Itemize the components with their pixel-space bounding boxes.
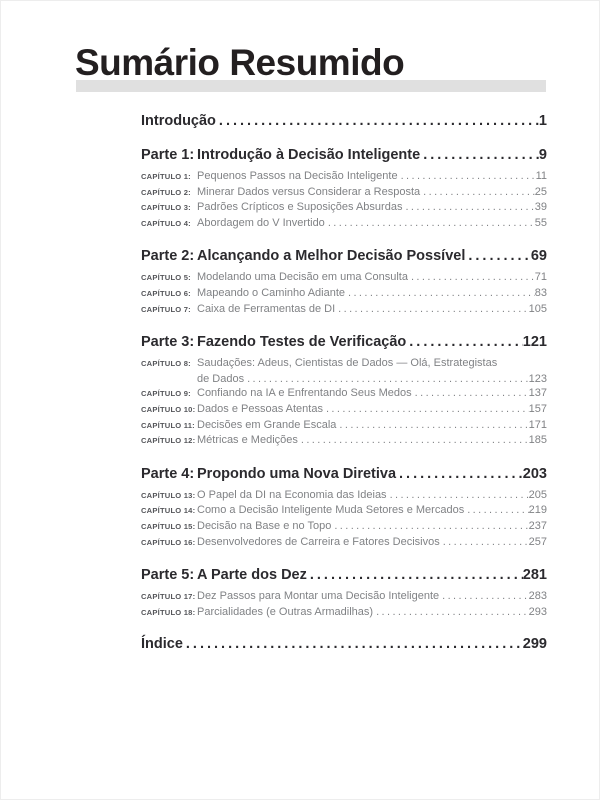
chapter-title: Caixa de Ferramentas de DI [197,302,336,315]
chapter-title: Dados e Pessoas Atentas [197,402,323,415]
toc-part-3 [141,334,547,449]
toc-entry-chapter-5 [141,270,547,286]
part-title: Alcançando a Melhor Decisão Possível [197,248,466,265]
page-number: 237 [528,519,547,532]
chapter-label: CAPÍTULO 5: [141,273,191,283]
toc-part-2 [141,248,547,317]
dot-leader [406,334,523,351]
page-number: 9 [538,147,547,163]
page-number: 11 [535,170,547,182]
chapter-label: CAPÍTULO 12: [141,436,196,446]
toc-part-1 [141,147,547,231]
dot-leader [465,248,531,265]
toc-entry-chapter-18 [141,605,547,621]
toc-entry-chapter-9 [141,386,547,402]
page-number: 281 [522,567,547,584]
chapter-label: CAPÍTULO 11: [141,420,195,430]
part-label: Parte 5: [141,567,195,584]
chapter-label: CAPÍTULO 8: [141,359,191,369]
dot-leader [323,402,529,417]
page-number: 171 [528,418,547,431]
toc-entry-chapter-12 [141,433,547,449]
page-number: 219 [528,504,547,517]
toc-part-heading-5 [141,567,547,584]
part-label: Parte 1: [141,147,195,163]
chapter-label: CAPÍTULO 17: [141,592,196,602]
toc-entry-chapter-13 [141,488,547,504]
part-label: Parte 4: [141,465,195,482]
dot-leader [336,418,528,433]
page-number: 137 [528,387,547,400]
dot-leader [420,147,539,164]
chapter-label: CAPÍTULO 2: [141,187,191,197]
chapter-title: Pequenos Passos na Decisão Inteligente [197,170,398,182]
dot-leader [307,567,523,584]
chapter-title: Saudações: Adeus, Cientistas de Dados — Olá, Estrategistas [197,357,498,370]
page-number: 123 [528,372,547,385]
dot-leader [298,433,529,448]
chapter-title: Minerar Dados versus Considerar a Resposta [197,185,421,198]
chapter-label: CAPÍTULO 1: [141,172,191,181]
chapter-label: CAPÍTULO 10: [141,404,196,414]
dot-leader [408,270,535,285]
dot-leader [464,503,528,518]
chapter-title: Decisões em Grande Escala [197,418,337,431]
table-of-contents [141,113,547,653]
dot-leader [325,216,535,231]
part-title: A Parte dos Dez [197,567,307,584]
toc-entry-introduction [141,113,547,130]
chapter-title: Abordagem do V Invertido [197,216,325,229]
page-number: 105 [528,302,547,315]
toc-part-heading-3 [141,334,547,351]
dot-leader [331,519,528,534]
chapter-label: CAPÍTULO 15: [141,521,196,531]
part-label: Parte 3: [141,334,195,351]
dot-leader [420,185,535,200]
page-number: 299 [522,636,547,653]
toc-entry-index [141,636,547,653]
dot-leader [216,113,539,130]
chapter-title: Dez Passos para Montar uma Decisão Inteligente [197,590,440,603]
toc-entry-chapter-15 [141,519,547,535]
page-number: 283 [528,590,547,603]
chapter-title: Decisão na Base e no Topo [197,519,332,532]
toc-entry-chapter-10 [141,402,547,418]
chapter-title: Como a Decisão Inteligente Muda Setores e Mercados [197,504,465,517]
toc-entry-chapter-1 [141,169,547,185]
entry-title: Índice [141,636,183,653]
chapter-label: CAPÍTULO 6: [141,288,191,298]
page-number: 257 [528,535,547,548]
entry-title: Introdução [141,113,216,129]
chapter-label: CAPÍTULO 14: [141,506,196,516]
chapter-title: Parcialidades (e Outras Armadilhas) [197,605,374,618]
part-label: Parte 2: [141,248,195,265]
page-number: 185 [528,434,547,447]
page-number: 203 [522,465,547,482]
page-number: 69 [530,248,547,265]
dot-leader [440,535,529,550]
dot-leader [439,589,529,604]
page-number: 39 [534,201,547,214]
chapter-title: O Papel da DI na Economia das Ideias [197,488,387,501]
chapter-label: CAPÍTULO 13: [141,490,196,500]
toc-part-heading-1 [141,147,547,164]
part-title: Introdução à Decisão Inteligente [197,147,421,163]
dot-leader [396,466,523,483]
page-number: 121 [522,334,547,351]
dot-leader [398,169,536,184]
chapter-label: CAPÍTULO 9: [141,389,191,399]
chapter-label: CAPÍTULO 4: [141,218,191,228]
page-number: 25 [534,185,547,198]
dot-leader [183,636,523,653]
toc-entry-chapter-8 [141,356,547,372]
chapter-label: CAPÍTULO 18: [141,607,196,617]
toc-part-heading-2 [141,248,547,265]
toc-entry-chapter-14 [141,503,547,519]
chapter-title: Padrões Crípticos e Suposições Absurdas [197,201,403,214]
page-title: Sumário Resumido [75,42,405,83]
page-number: 293 [528,605,547,618]
page-number: 157 [528,402,547,415]
toc-entry-chapter-2 [141,185,547,201]
toc-entry-chapter-16 [141,535,547,551]
part-title: Propondo uma Nova Diretiva [197,465,397,482]
chapter-label: CAPÍTULO 3: [141,203,191,213]
chapter-title-line2: de Dados [197,372,245,385]
chapter-title: Métricas e Medições [197,434,298,447]
chapter-title: Modelando uma Decisão em uma Consulta [197,271,408,284]
page-number: 83 [534,286,547,299]
dot-leader [345,286,535,301]
page-number: 205 [528,488,547,501]
toc-part-4 [141,466,547,550]
dot-leader [244,372,529,387]
toc-part-heading-4 [141,466,547,483]
toc-entry-chapter-3 [141,200,547,216]
dot-leader [387,488,529,503]
dot-leader [412,386,529,401]
part-title: Fazendo Testes de Verificação [197,334,407,351]
page-number: 55 [534,216,547,229]
page-number: 1 [538,113,547,129]
chapter-title: Desenvolvedores de Carreira e Fatores Decisivos [197,535,440,548]
toc-entry-chapter-6 [141,286,547,302]
toc-entry-chapter-7 [141,302,547,318]
page-number: 71 [534,271,547,284]
toc-entry-chapter-8-continuation [141,372,547,387]
dot-leader [402,200,534,215]
toc-entry-chapter-4 [141,216,547,232]
toc-entry-chapter-17 [141,589,547,605]
dot-leader [373,605,529,620]
chapter-title: Confiando na IA e Enfrentando Seus Medos [197,387,412,400]
chapter-label: CAPÍTULO 16: [141,537,196,547]
dot-leader [335,302,528,317]
chapter-label: CAPÍTULO 7: [141,304,191,314]
toc-part-5 [141,567,547,620]
toc-entry-chapter-11 [141,418,547,434]
chapter-title: Mapeando o Caminho Adiante [197,286,345,299]
